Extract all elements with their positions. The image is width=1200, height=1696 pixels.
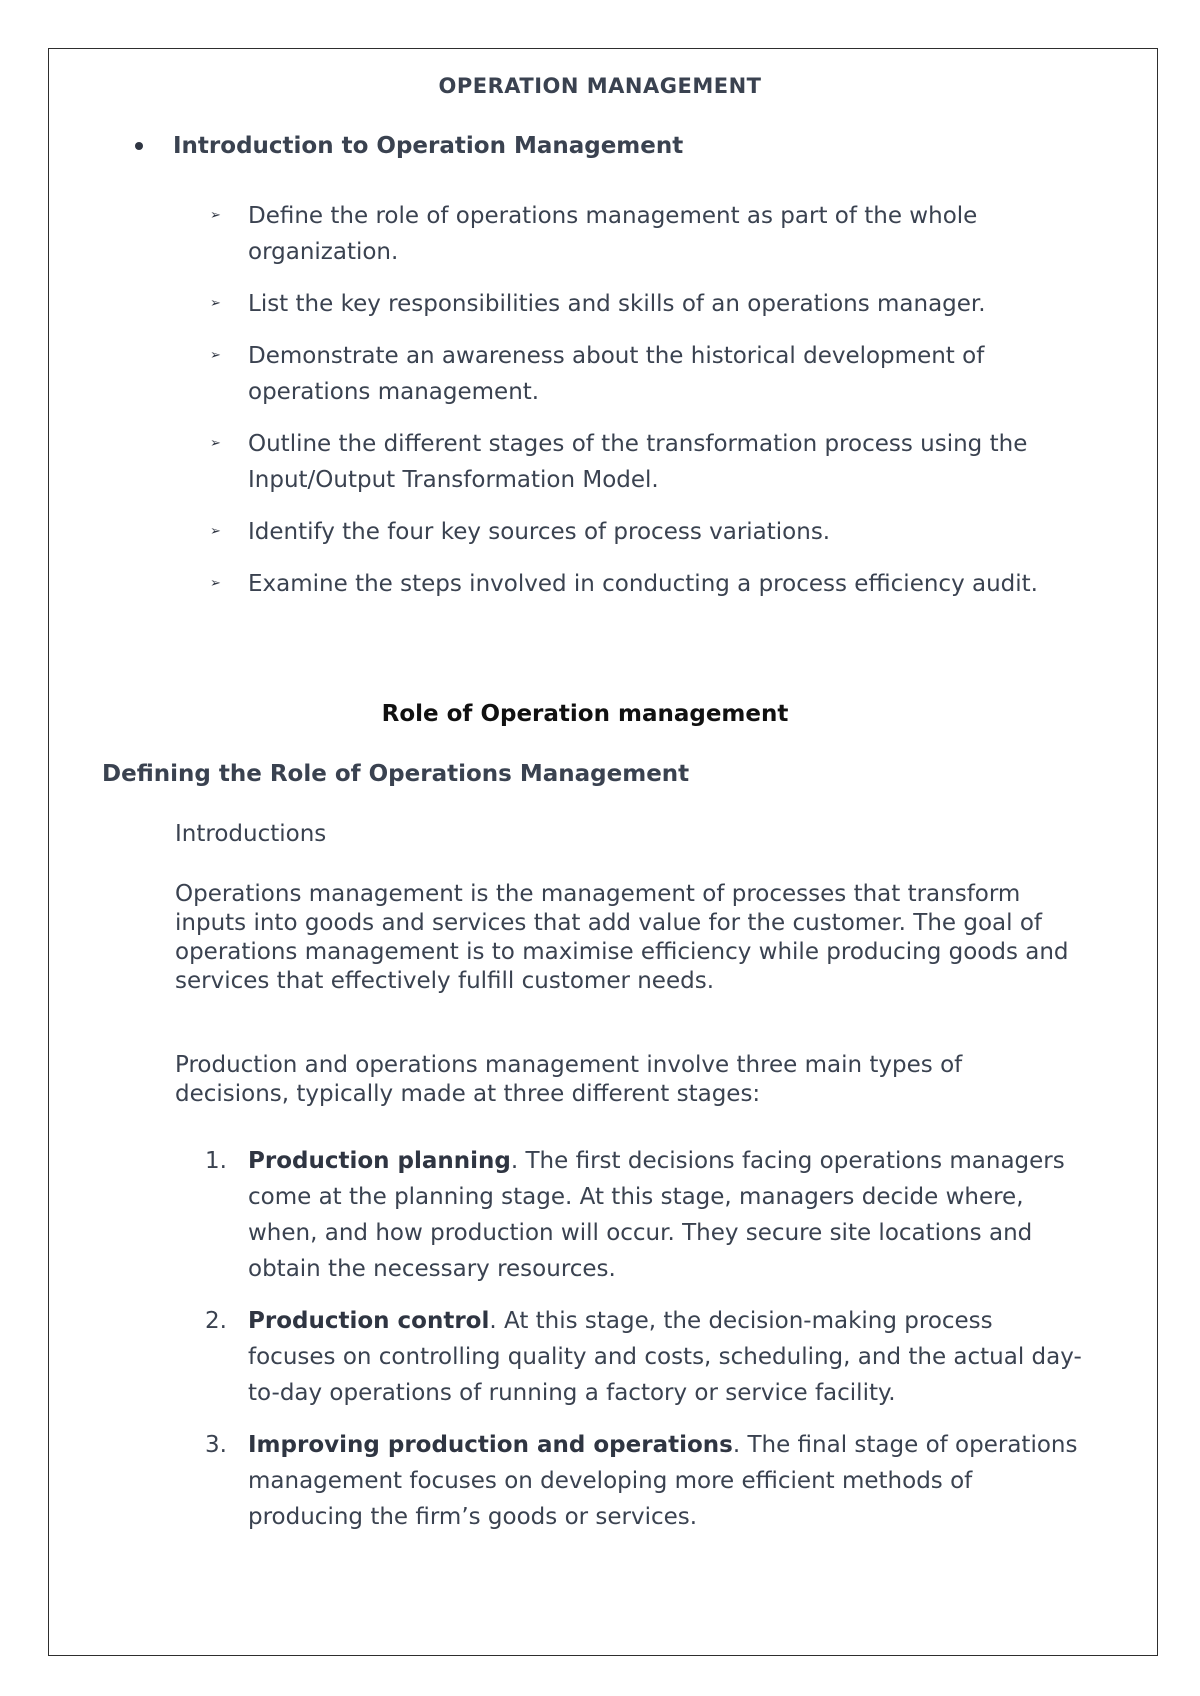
- paragraph-decisions: Production and operations management involve three main types of decisions, typically made at three different stages:: [175, 1052, 963, 1107]
- list-item: ➢ Outline the different stages of the transformation process using the Input/Output Transformation Model.: [210, 426, 1090, 498]
- stage-term: Improving production and operations: [248, 1432, 733, 1458]
- document-title: OPERATION MANAGEMENT: [438, 74, 762, 98]
- list-item: 1. Production planning. The first decisions facing operations managers come at the planning stage. At this stage, managers decide where, when, and how production will occur. They secure site locations and obtain the necessary resources.: [205, 1148, 1065, 1282]
- section-heading: [135, 133, 683, 159]
- objectives-list: [210, 198, 1090, 618]
- list-item: ➢ Identify the four key sources of process variations.: [210, 514, 1090, 550]
- section-heading-text: Introduction to Operation Management: [173, 133, 684, 159]
- role-heading: Role of Operation management: [381, 701, 789, 727]
- list-item: ➢ Demonstrate an awareness about the historical development of operations management.: [210, 338, 1090, 410]
- stage-term: Production planning: [248, 1148, 511, 1174]
- arrow-bullet-icon: ➢: [210, 576, 221, 591]
- bullet-dot-icon: [135, 142, 143, 150]
- list-item: ➢ Define the role of operations management as part of the whole organization.: [210, 198, 1090, 270]
- intro-label: Introductions: [175, 821, 327, 847]
- arrow-bullet-icon: ➢: [210, 208, 221, 223]
- defining-heading: Defining the Role of Operations Management: [102, 761, 690, 787]
- arrow-bullet-icon: ➢: [210, 436, 221, 451]
- stage-term: Production control: [248, 1308, 490, 1334]
- paragraph-definition: Operations management is the management of processes that transform inputs into goods and services that add value for the customer. The goal of operations management is to maximise efficiency while producing goods and services that effectively fulfill customer needs.: [175, 881, 1069, 994]
- list-item: 2. Production control. At this stage, the decision-making process focuses on controlling quality and costs, scheduling, and the actual day-to-day operations of running a factory or service facility.: [205, 1308, 1082, 1406]
- stages-list: [205, 1143, 1085, 1551]
- list-item: ➢ List the key responsibilities and skills of an operations manager.: [210, 286, 1090, 322]
- arrow-bullet-icon: ➢: [210, 524, 221, 539]
- arrow-bullet-icon: ➢: [210, 296, 221, 311]
- list-item: 3. Improving production and operations. The final stage of operations management focuses on developing more efficient methods of producing the firm’s goods or services.: [205, 1432, 1078, 1530]
- list-item: ➢ Examine the steps involved in conducting a process efficiency audit.: [210, 566, 1090, 602]
- arrow-bullet-icon: ➢: [210, 348, 221, 363]
